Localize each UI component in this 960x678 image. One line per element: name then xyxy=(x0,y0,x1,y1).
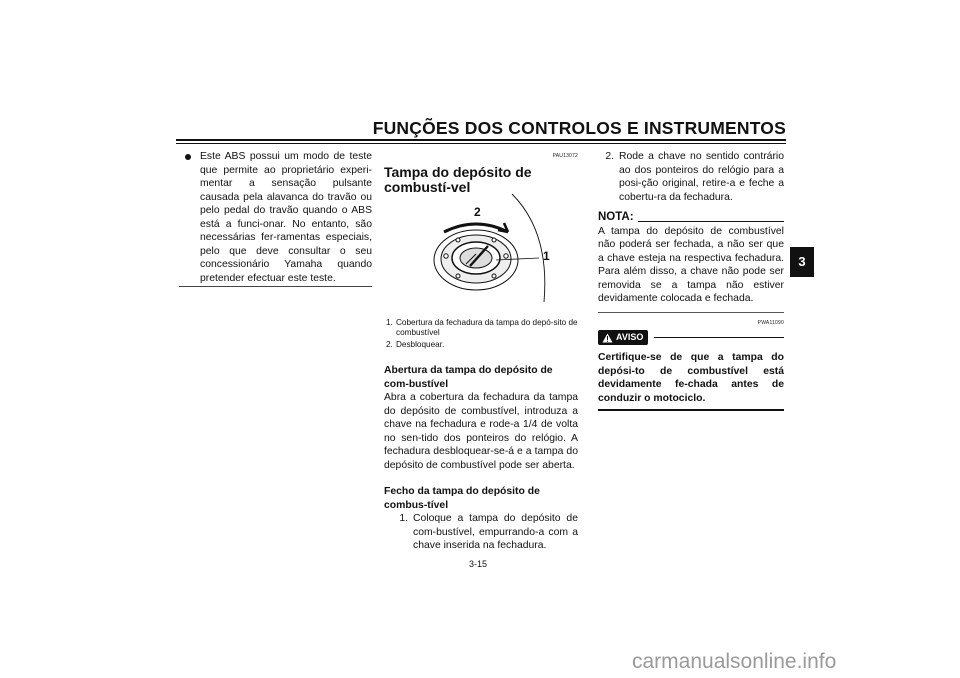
figure-captions xyxy=(386,318,578,350)
section-code: PAU13072 xyxy=(552,153,578,159)
opening-heading: Abertura da tampa do depósito de com-bustível xyxy=(384,365,553,390)
warning-text: Certifique-se de que a tampa do depósi-to de combustível está devidamente fe-chada antes de conduzir o motociclo. xyxy=(598,352,784,404)
opening-text: Abra a cobertura da fechadura da tampa do depósito de combustível, introduza a chave na fechadura e rode-a 1/4 de volta no sen-tido dos ponteiros do relógio. A fechadura desbloquear-se-á e a tampa do depósito de combustível pode ser aberta. xyxy=(384,392,578,471)
watermark: carmanualsonline.info xyxy=(632,650,837,673)
closing-step-2 xyxy=(598,150,784,204)
caption-number: 2. xyxy=(386,340,393,349)
header-rule-thin xyxy=(176,143,786,144)
closing-step-1 xyxy=(384,512,578,553)
caption-text: Desbloquear. xyxy=(396,340,445,349)
page-number: 3-15 xyxy=(468,559,487,569)
nota-rule xyxy=(638,221,784,222)
step-number: 2. xyxy=(605,151,614,162)
nota-label: NOTA: xyxy=(598,211,634,223)
page-header-title: FUNÇÕES DOS CONTROLOS E INSTRUMENTOS xyxy=(372,118,786,138)
caption-text: Cobertura da fechadura da tampa do depó-sito de combustível xyxy=(396,318,578,337)
aviso-badge xyxy=(598,330,648,345)
left-column xyxy=(186,150,372,285)
chapter-tab[interactable]: 3 xyxy=(790,247,814,277)
left-column-divider xyxy=(179,286,372,287)
step-number: 1. xyxy=(399,513,408,524)
aviso-header xyxy=(598,330,784,345)
middle-body xyxy=(384,364,578,553)
fuel-cap-figure xyxy=(384,192,578,310)
step-text: Coloque a tampa do depósito de com-bustível, empurrando-a com a chave inserida na fechadura. xyxy=(413,513,578,551)
aviso-rule xyxy=(654,337,784,338)
callout-2: 2 xyxy=(474,205,481,219)
right-column xyxy=(598,150,784,411)
abs-bullet-item xyxy=(186,150,372,285)
section-title: Tampa do depósito de combustí-vel xyxy=(384,163,532,195)
header-rule-thick xyxy=(176,139,786,141)
bullet-icon xyxy=(185,154,191,160)
middle-column xyxy=(384,150,578,195)
warning-code: PWA11090 xyxy=(757,319,784,326)
nota-header xyxy=(598,211,784,225)
step-text: Rode a chave no sentido contrário ao dos ponteiros do relógio para a posi-ção original, retire-a e feche a cobertu-ra da fechadura. xyxy=(619,151,784,203)
nota-end-rule xyxy=(598,312,784,313)
warning-end-rule xyxy=(598,409,784,411)
closing-heading: Fecho da tampa do depósito de combus-tível xyxy=(384,486,540,511)
aviso-label: AVISO xyxy=(616,331,644,342)
nota-text: A tampa do depósito de combustível não poderá ser fechada, a não ser que a chave esteja na respectiva fechadura. Para além disso, a chave não pode ser removida se a tampa não estiver devidamente colocada e fechada. xyxy=(598,225,784,304)
caption-item xyxy=(386,340,578,350)
warning-triangle-icon xyxy=(602,333,613,343)
callout-1: 1 xyxy=(543,249,550,263)
caption-item xyxy=(386,318,578,338)
abs-bullet-text: Este ABS possui um modo de teste que permite ao proprietário experi-mentar a sensação pulsante causada pela alavanca do travão ou pelo pedal do travão quando o ABS está a funci-onar. No entanto, são necessárias fer-ramentas especiais, pelo que deve consultar o seu concessionário Yamaha quando pretender efectuar este teste. xyxy=(200,151,372,284)
caption-number: 1. xyxy=(386,318,393,327)
